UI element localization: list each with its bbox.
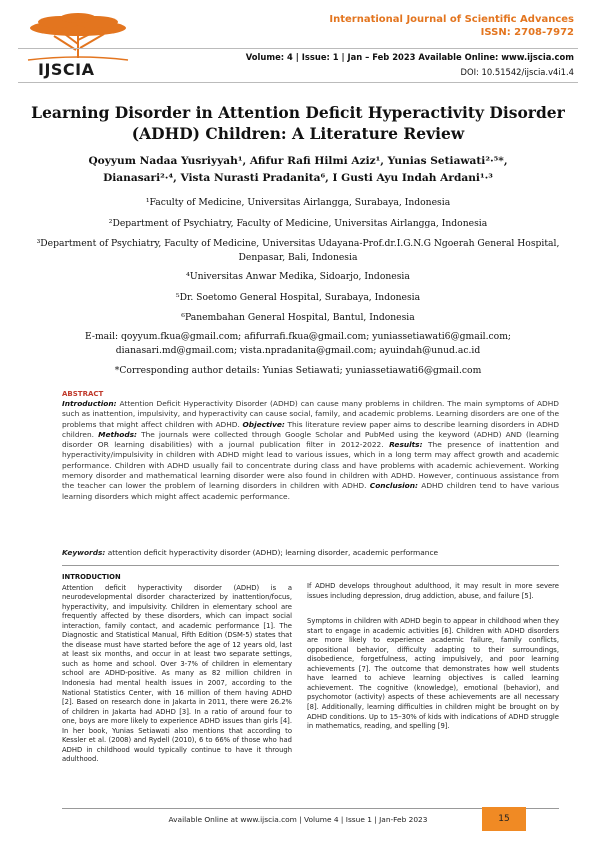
author-line: Dianasari²·⁴, Vista Nurasti Pradanita⁶, I Gusti Ayu Indah Ardani¹·³ (103, 172, 493, 184)
issn: ISSN: 2708-7972 (480, 27, 574, 38)
body-left-column (62, 573, 292, 773)
abstract-text: ADHD children tend to have various learning disorders which might affect academic performance. (62, 481, 559, 501)
keywords-text: attention deficit hyperactivity disorder (ADHD); learning disorder, academic performance (105, 548, 439, 557)
paragraph: Symptoms in children with ADHD begin to appear in childhood when they start to engage in academic activities [6]. Children with ADHD disorders are more likely to experience academic failure, family conflicts, oppositional behavior, difficulty adapting to their surroundings, disobedience, forgetfulness, acting impulsively, and poor learning achievements [7]. The outcome that demonstrates how well students have learned to achieve learning objectives is called learning achievement. The cognitive (knowledge), emotional (behavior), and psychomotor (activity) aspects of these achievements are all necessary [8]. Additionally, learning difficulties in children might be brought on by ADHD conditions. Up to 15–30% of kids with indications of ADHD struggle in mathematics, reading, and spelling [9]. (307, 617, 559, 731)
abstract-label: Introduction: (62, 399, 117, 408)
author-emails: E-mail: qoyyum.fkua@gmail.com; afifurrafi.fkua@gmail.com; yuniassetiawati6@gmail.com; dianasari.md@gmail.com; vista.npradanita@gmail.com; ayuindah@unud.ac.id (84, 331, 512, 356)
journal-name: International Journal of Scientific Advances (329, 14, 574, 25)
abstract-body (62, 399, 559, 502)
volume-line: Volume: 4 | Issue: 1 | Jan – Feb 2023 Available Online: www.ijscia.com (245, 52, 574, 62)
introduction-heading: INTRODUCTION (62, 573, 121, 581)
affiliation: ³Department of Psychiatry, Faculty of Medicine, Universitas Udayana-Prof.dr.I.G.N.G Ngoerah General Hospital, Denpasar, Bali, Indonesia (36, 238, 560, 263)
affiliation: ¹Faculty of Medicine, Universitas Airlangga, Surabaya, Indonesia (145, 197, 451, 208)
keywords-divider (62, 565, 559, 566)
logo-text: IJSCIA (38, 60, 95, 79)
author-list (0, 153, 596, 187)
affiliation: ²Department of Psychiatry, Faculty of Medicine, Universitas Airlangga, Indonesia (108, 218, 488, 229)
abstract-heading: ABSTRACT (62, 390, 104, 398)
header-divider (18, 82, 578, 83)
footer-text: Available Online at www.ijscia.com | Volume 4 | Issue 1 | Jan-Feb 2023 (168, 815, 428, 824)
abstract-text: The journals were collected through Google Scholar and PubMed using the keyword (ADHD) AND (learning disorder OR learning disabilities) with a journal publication filter in 2012-2022. (62, 429, 559, 450)
author-line: Qoyyum Nadaa Yusriyyah¹, Afifur Rafi Hilmi Aziz¹, Yunias Setiawati²·⁵*, (88, 155, 508, 167)
abstract-text: Attention Deficit Hyperactivity Disorder (ADHD) can cause many problems in children. The main symptoms of ADHD such as inattention, impulsivity, and hyperactivity can cause social, family, and academic problems. Learning disorders are one of the problems that might affect children with ADHD. (62, 399, 559, 429)
keywords-label: Keywords: (62, 548, 106, 557)
abstract-text: The presence of inattention and hyperactivity/impulsivity in children with ADHD might lead to various issues, which in a long term may affect growth and academic performance. Children with ADHD usually fail to concentrate during class and have problems with academic achievement. Working memory disorder and mathematical learning disorder were also found in children with ADHD. However, continuous assistance from the teacher can lower the problem of learning disorders in children with ADHD. (62, 440, 559, 491)
affiliation: ⁶Panembahan General Hospital, Bantul, Indonesia (181, 312, 415, 323)
abstract-label: Conclusion: (369, 481, 418, 491)
page-number: 15 (482, 807, 526, 831)
abstract-label: Methods: (98, 429, 137, 439)
corresponding-author: *Corresponding author details: Yunias Setiawati; yuniassetiawati6@gmail.com (114, 365, 482, 376)
affiliation: ⁵Dr. Soetomo General Hospital, Surabaya, Indonesia (175, 292, 421, 303)
paragraph: Attention deficit hyperactivity disorder (ADHD) is a neurodevelopmental disorder characterized by inattention/focus, hyperactivity, and impulsivity. Children in elementary school are frequently affected by these disorders, which can impact social interaction, family contact, and academic performance [1]. The Diagnostic and Statistical Manual, Fifth Edition (DSM-5) states that the disease must have started before the age of 12 years old, last at least six months, and occur in at least two separate settings, such as home and school. Over 3-7% of children in elementary school are ADHD-positive. As many as 82 million children in Indonesia had mental health issues in 2007, according to the National Statistics Center, with 16 million of them having ADHD [2]. Based on research done in Jakarta in 2011, there were 26.2% of children in Jakarta had ADHD [3]. In a ratio of around four to one, boys are more likely to experience ADHD issues than girls [4]. In her book, Yunias Setiawati also mentions that according to Kessler et al. (2008) and Rydell (2010), 6 to 66% of those who had ADHD in childhood would typically continue to have it through adulthood. (62, 583, 292, 764)
abstract-label: Objective: (242, 419, 285, 429)
header-divider (18, 48, 578, 49)
keywords (62, 548, 559, 557)
abstract-text: This literature review paper aims to describe learning disorders in ADHD children. (62, 419, 560, 439)
abstract-label: Results: (389, 440, 423, 450)
affiliation: ⁴Universitas Anwar Medika, Sidoarjo, Indonesia (186, 271, 410, 282)
body-right-column (307, 582, 559, 740)
doi-link[interactable]: DOI: 10.51542/ijscia.v4i1.4 (460, 67, 574, 77)
paper-title: Learning Disorder in Attention Deficit Hyperactivity Disorder (ADHD) Children: A Literature Review (31, 103, 565, 143)
paragraph: If ADHD develops throughout adulthood, it may result in more severe issues including depression, drug addiction, abuse, and failure [5]. (307, 582, 559, 600)
